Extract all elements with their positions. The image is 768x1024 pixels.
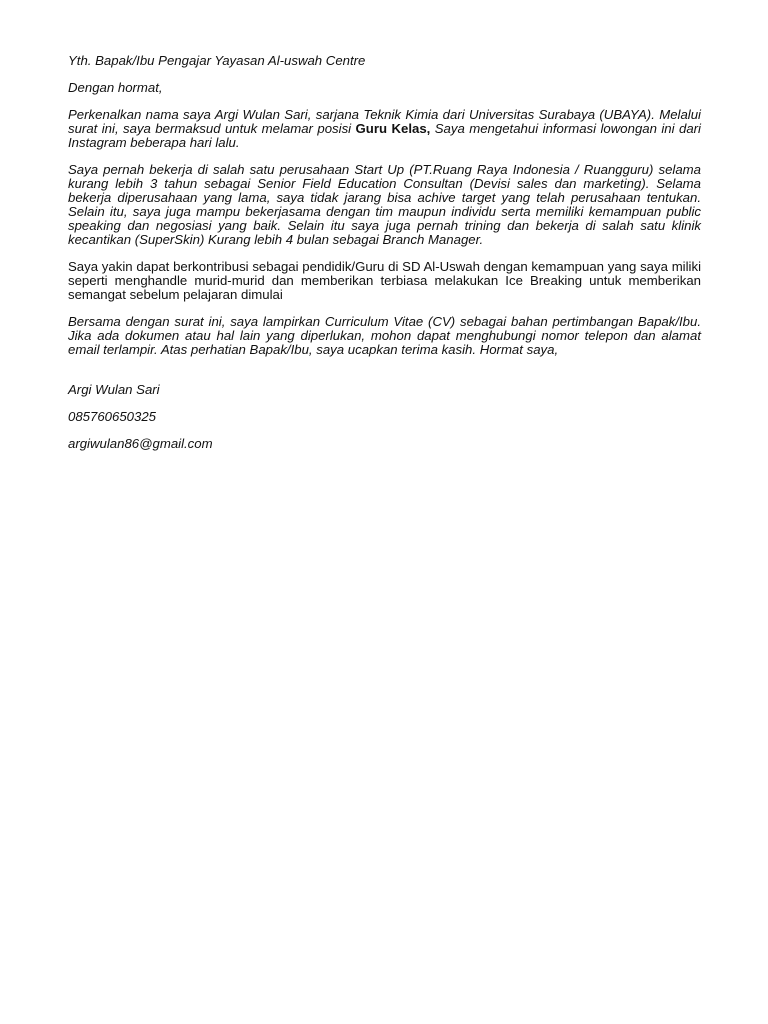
position-applied: Guru Kelas, xyxy=(355,121,431,136)
letter-page xyxy=(68,54,701,464)
signature-name: Argi Wulan Sari xyxy=(68,382,160,397)
greeting: Dengan hormat, xyxy=(68,80,163,95)
intro-text-end: Saya mengetahui informasi lowongan ini dari Instagram beberapa hari lalu. xyxy=(68,121,701,150)
phone-number: 085760650325 xyxy=(68,409,157,424)
intro-text-start: Perkenalkan nama saya Argi Wulan Sari, sarjana Teknik Kimia dari Universitas Surabaya (UBAYA). Melalui surat ini, saya bermaksud untuk melamar posisi xyxy=(68,107,701,136)
email-address: argiwulan86@gmail.com xyxy=(68,436,213,451)
closing-paragraph: Bersama dengan surat ini, saya lampirkan Curriculum Vitae (CV) sebagai bahan pertimbangan Bapak/Ibu. Jika ada dokumen atau hal lain yang diperlukan, mohon dapat menghubungi nomor telepon dan alamat email terlampir. Atas perhatian Bapak/Ibu, saya ucapkan terima kasih. Hormat saya, xyxy=(68,314,701,357)
experience-paragraph: Saya pernah bekerja di salah satu perusahaan Start Up (PT.Ruang Raya Indonesia / Ruangguru) selama kurang lebih 3 tahun sebagai Senior Field Education Consultan (Devisi sales dan marketing). Selama bekerja diperusahaan yang lama, saya tidak jarang bisa achive target yang telah perusahaan tentukan. Selain itu, saya juga mampu bekerjasama dengan tim maupun individu serta memiliki kemampuan public speaking dan negosiasi yang baik. Selain itu saya juga pernah trining dan bekerja di salah satu klinik kecantikan (SuperSkin) Kurang lebih 4 bulan sebagai Branch Manager. xyxy=(68,162,701,247)
contribution-paragraph: Saya yakin dapat berkontribusi sebagai pendidik/Guru di SD Al-Uswah dengan kemampuan yang saya miliki seperti menghandle murid-murid dan memberikan terbiasa melakukan Ice Breaking untuk memberikan semangat sebelum pelajaran dimulai xyxy=(68,259,701,302)
salutation-recipient: Yth. Bapak/Ibu Pengajar Yayasan Al-uswah Centre xyxy=(68,53,366,68)
intro-paragraph xyxy=(68,108,701,150)
